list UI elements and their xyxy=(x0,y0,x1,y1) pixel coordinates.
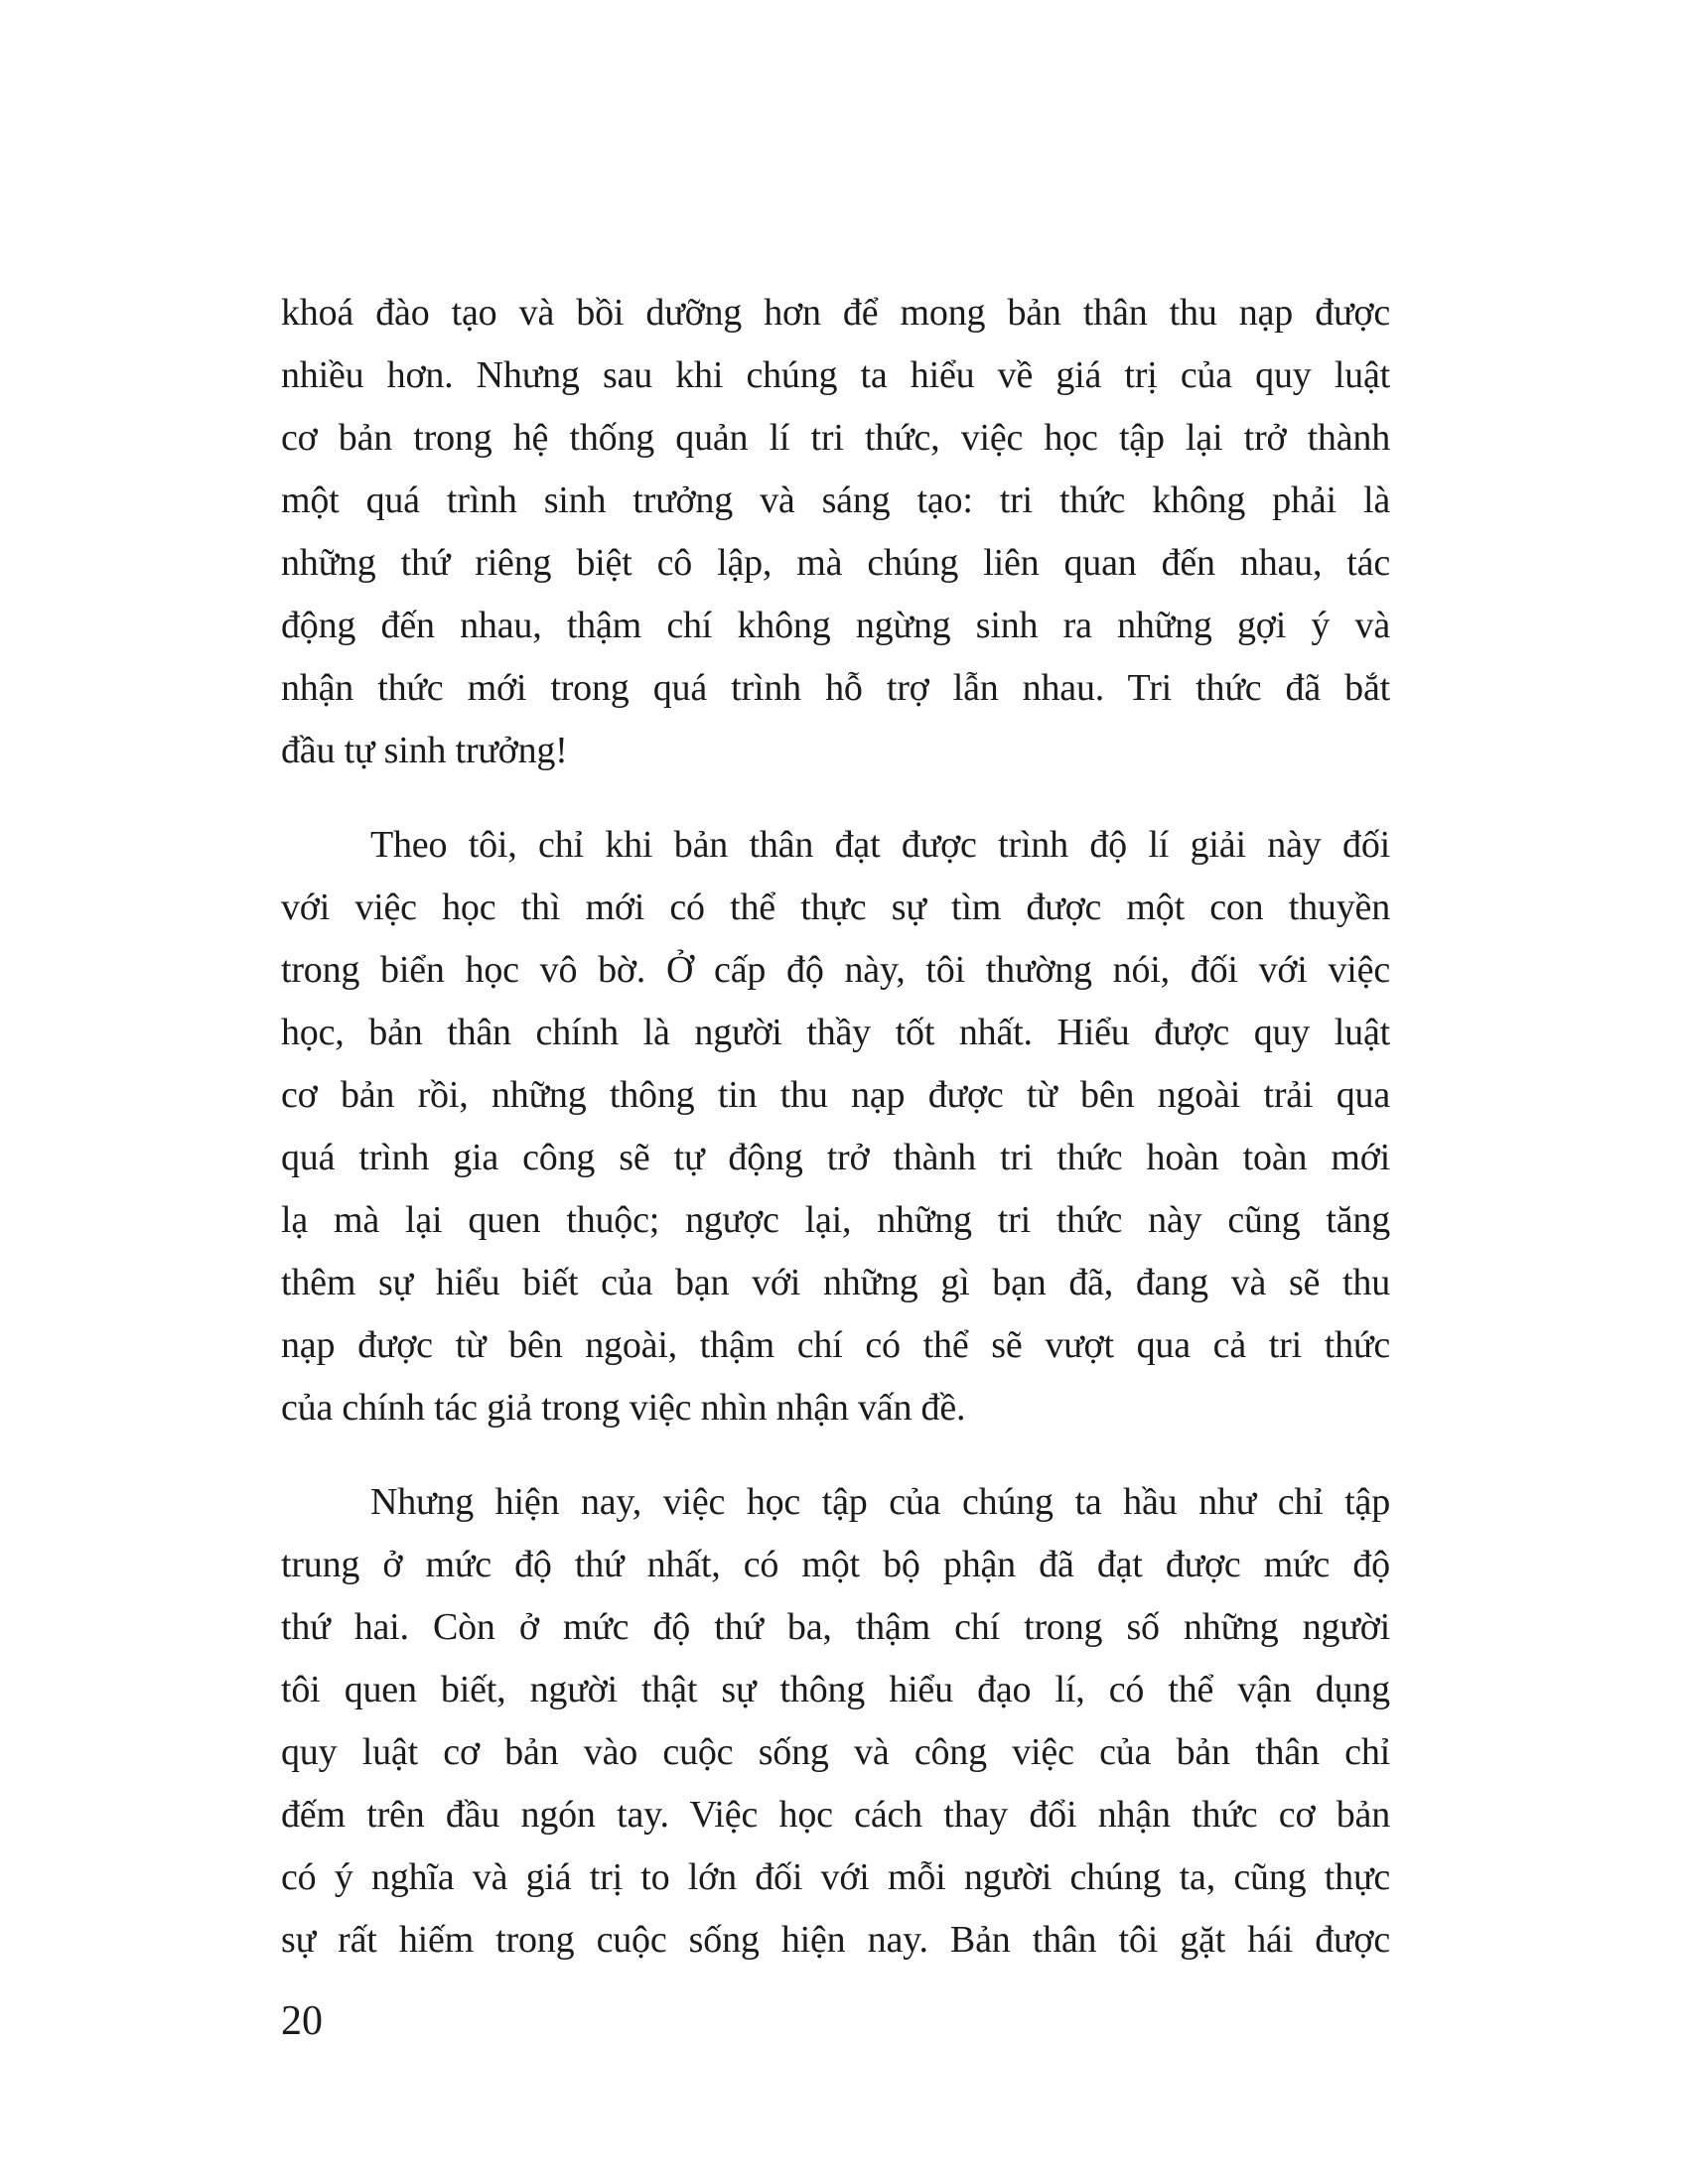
text-line: những thứ riêng biệt cô lập, mà chúng liên quan đến nhau, tác xyxy=(281,542,1390,584)
text-line: sự rất hiếm trong cuộc sống hiện nay. Bản thân tôi gặt hái được xyxy=(281,1919,1390,1961)
paragraph-3 xyxy=(281,1471,1390,1972)
text-line: tôi quen biết, người thật sự thông hiểu đạo lí, có thể vận dụng xyxy=(281,1669,1390,1710)
text-line: cơ bản rồi, những thông tin thu nạp được từ bên ngoài trải qua xyxy=(281,1074,1390,1116)
text-line: một quá trình sinh trưởng và sáng tạo: tri thức không phải là xyxy=(281,479,1390,521)
text-line: đếm trên đầu ngón tay. Việc học cách thay đổi nhận thức cơ bản xyxy=(281,1794,1390,1836)
text-line: Theo tôi, chỉ khi bản thân đạt được trình độ lí giải này đối xyxy=(370,824,1390,866)
text-line: đầu tự sinh trưởng! xyxy=(281,730,568,771)
text-line: thứ hai. Còn ở mức độ thứ ba, thậm chí trong số những người xyxy=(281,1606,1390,1648)
paragraph-2 xyxy=(281,814,1390,1439)
text-line: có ý nghĩa và giá trị to lớn đối với mỗi người chúng ta, cũng thực xyxy=(281,1856,1390,1898)
page-text-block xyxy=(281,282,1390,1972)
text-line: trung ở mức độ thứ nhất, có một bộ phận đã đạt được mức độ xyxy=(281,1544,1390,1585)
paragraph-1 xyxy=(281,282,1390,782)
page-number: 20 xyxy=(281,1998,323,2044)
text-line: trong biển học vô bờ. Ở cấp độ này, tôi thường nói, đối với việc xyxy=(281,949,1390,991)
text-line: nhận thức mới trong quá trình hỗ trợ lẫn nhau. Tri thức đã bắt xyxy=(281,667,1390,709)
text-line: của chính tác giả trong việc nhìn nhận vấn đề. xyxy=(281,1387,966,1429)
text-line: cơ bản trong hệ thống quản lí tri thức, việc học tập lại trở thành xyxy=(281,417,1390,459)
text-line: học, bản thân chính là người thầy tốt nhất. Hiểu được quy luật xyxy=(281,1012,1390,1053)
text-line: động đến nhau, thậm chí không ngừng sinh ra những gợi ý và xyxy=(281,605,1390,646)
text-line: khoá đào tạo và bồi dưỡng hơn để mong bản thân thu nạp được xyxy=(281,292,1390,334)
text-line: với việc học thì mới có thể thực sự tìm được một con thuyền xyxy=(281,887,1390,928)
text-line: Nhưng hiện nay, việc học tập của chúng ta hầu như chỉ tập xyxy=(370,1481,1390,1523)
text-line: quy luật cơ bản vào cuộc sống và công việc của bản thân chỉ xyxy=(281,1731,1390,1773)
text-line: thêm sự hiểu biết của bạn với những gì bạn đã, đang và sẽ thu xyxy=(281,1262,1390,1303)
text-line: nạp được từ bên ngoài, thậm chí có thể sẽ vượt qua cả tri thức xyxy=(281,1324,1390,1366)
text-line: nhiều hơn. Nhưng sau khi chúng ta hiểu về giá trị của quy luật xyxy=(281,354,1390,396)
text-line: lạ mà lại quen thuộc; ngược lại, những tri thức này cũng tăng xyxy=(281,1199,1390,1241)
text-line: quá trình gia công sẽ tự động trở thành tri thức hoàn toàn mới xyxy=(281,1137,1390,1178)
